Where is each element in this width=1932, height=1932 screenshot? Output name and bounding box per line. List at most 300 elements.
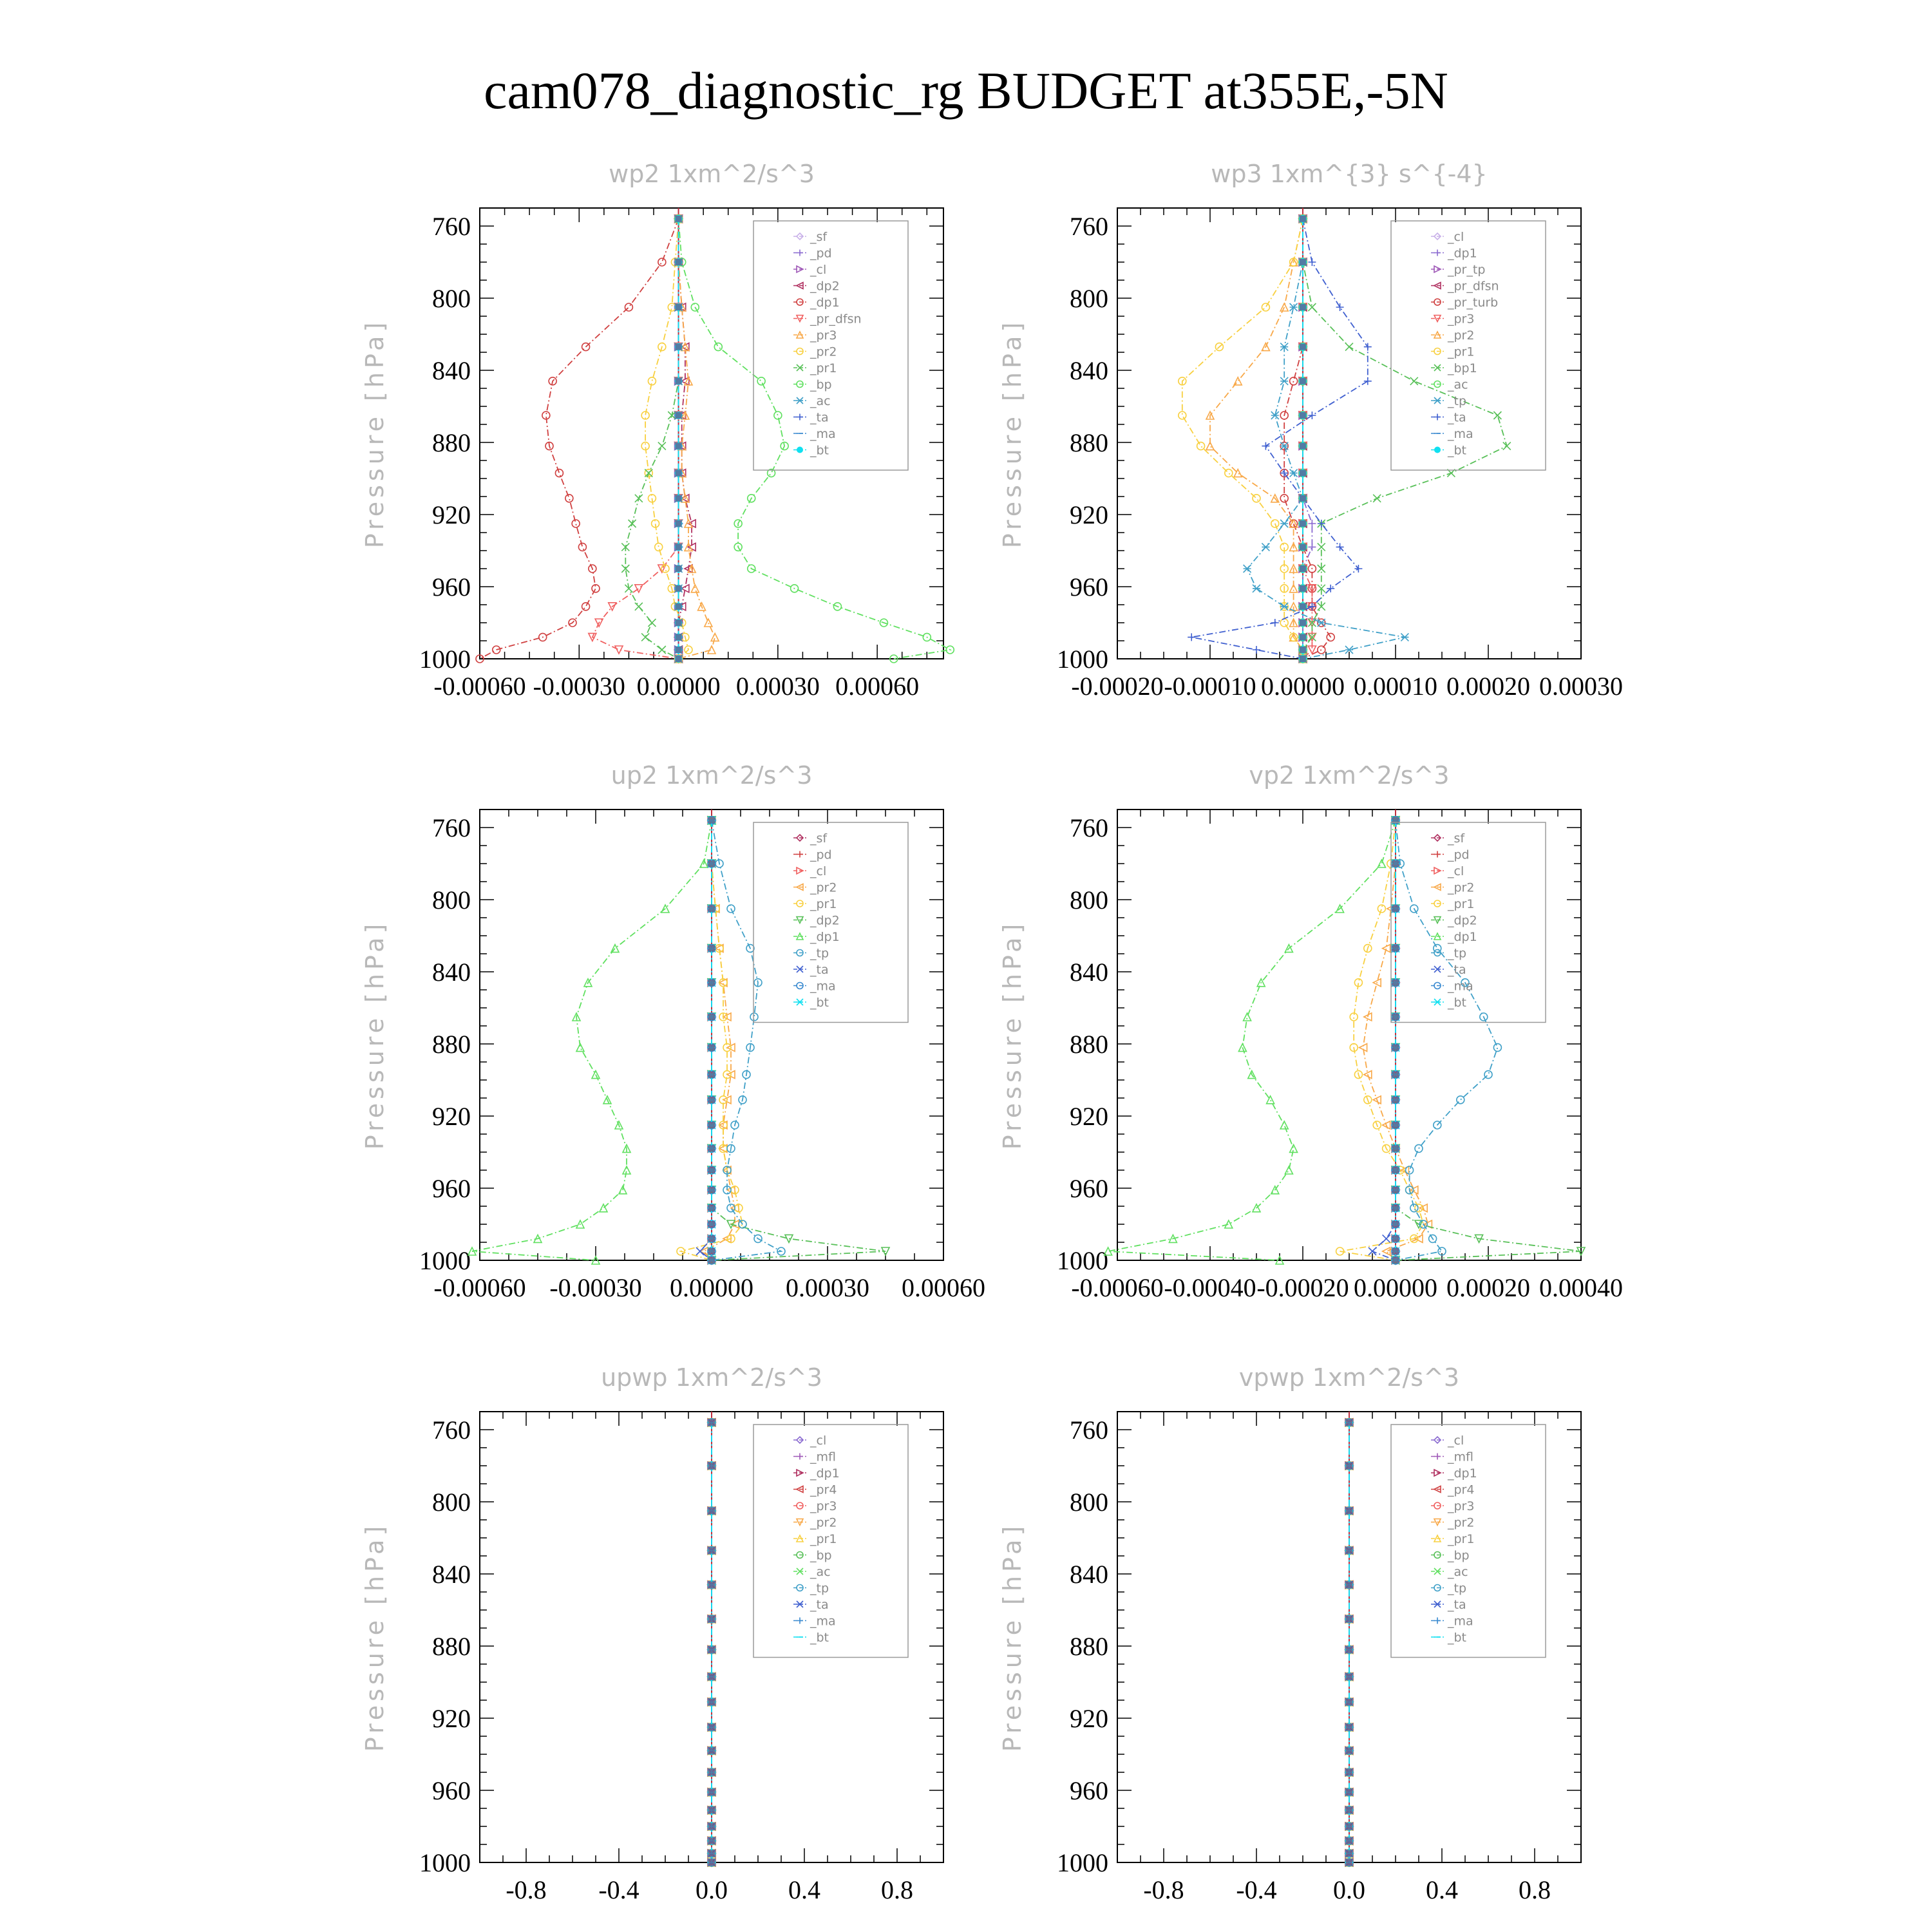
data-point <box>1225 1220 1233 1228</box>
zero-marker <box>708 1769 715 1776</box>
x-tick-label: -0.00030 <box>533 672 625 701</box>
series-dp1 <box>1299 215 1316 663</box>
data-point <box>1280 619 1288 627</box>
zero-marker <box>1346 1837 1352 1844</box>
series-ta <box>1188 215 1372 663</box>
data-point <box>696 1247 704 1255</box>
zero-marker <box>676 544 682 550</box>
data-point <box>635 603 643 611</box>
panel-1 <box>361 160 954 701</box>
data-point <box>1503 442 1511 450</box>
series-pr_turb <box>1280 215 1334 663</box>
zero-marker <box>708 1072 715 1078</box>
y-tick-label: 840 <box>432 1560 471 1589</box>
legend-label: _pr3 <box>810 1499 837 1513</box>
y-tick-label: 880 <box>432 1030 471 1059</box>
panel-title: wp3 1xm^{3} s^{-4} <box>1211 160 1488 188</box>
data-point <box>1262 543 1269 551</box>
legend <box>753 1425 908 1658</box>
data-point <box>1280 1121 1288 1129</box>
zero-marker <box>1300 620 1306 626</box>
legend-label: _ta <box>810 1598 829 1612</box>
data-point <box>1457 1096 1464 1104</box>
series-ta <box>696 817 715 1264</box>
data-point <box>1262 442 1269 450</box>
legend-entry-pd <box>793 848 832 862</box>
data-point <box>578 543 586 551</box>
x-tick-label: 0.00030 <box>786 1273 869 1302</box>
series-line <box>625 219 678 659</box>
legend-label: _dp1 <box>810 1466 840 1481</box>
zero-marker <box>708 1823 715 1830</box>
legend-label: _pr4 <box>1448 1482 1475 1497</box>
legend-entry-ma <box>1431 980 1473 994</box>
zero-marker <box>708 1167 715 1173</box>
y-axis-label: Pressure [hPa] <box>998 318 1027 549</box>
data-point <box>714 343 722 351</box>
legend-label: _ac <box>810 394 831 408</box>
y-tick-label: 920 <box>1070 500 1108 529</box>
data-point <box>1415 1235 1423 1242</box>
y-tick-label: 760 <box>1070 813 1108 842</box>
data-point <box>555 469 563 477</box>
zero-marker <box>1392 1248 1399 1255</box>
legend-entry-ta <box>793 411 829 425</box>
legend <box>753 822 908 1023</box>
data-point <box>565 495 573 502</box>
data-point <box>691 585 699 592</box>
zero-marker <box>1392 1097 1399 1103</box>
legend-label: _cl <box>1448 864 1464 878</box>
zero-marker <box>1300 443 1306 450</box>
legend-label: _mfl <box>810 1450 836 1464</box>
legend-marker <box>797 447 803 453</box>
legend-entry-ac <box>793 394 831 408</box>
legend-label: _pd <box>1448 848 1470 862</box>
legend-marker <box>797 250 803 256</box>
data-point <box>658 258 666 266</box>
data-point <box>635 495 643 502</box>
legend-entry-dp2 <box>793 914 840 928</box>
x-tick-label: -0.00040 <box>1164 1273 1256 1302</box>
y-tick-label: 760 <box>432 1416 471 1444</box>
zero-marker <box>1392 860 1399 867</box>
zero-marker <box>708 1045 715 1051</box>
legend-entry-bt <box>1431 444 1466 458</box>
data-point <box>1410 1204 1418 1212</box>
zero-marker <box>708 1859 715 1866</box>
legend-marker <box>797 414 803 421</box>
x-tick-label: -0.8 <box>1143 1875 1184 1904</box>
zero-marker <box>708 1674 715 1680</box>
series-pr2 <box>700 817 739 1264</box>
series-line <box>1340 820 1424 1260</box>
legend-label: _ta <box>1448 410 1466 425</box>
data-point <box>708 646 715 654</box>
legend-entry-dp1 <box>1431 1466 1477 1481</box>
legend-label: _sf <box>810 230 828 244</box>
legend-entry-bp <box>793 1549 832 1563</box>
data-point <box>1493 1044 1501 1052</box>
x-tick-label: -0.00010 <box>1164 672 1256 701</box>
legend-label: _pr_dfsn <box>810 312 862 327</box>
data-point <box>629 520 636 527</box>
y-tick-label: 840 <box>432 958 471 987</box>
zero-marker <box>1300 544 1306 550</box>
legend-label: _pr2 <box>1448 328 1475 343</box>
legend-entry-cl <box>793 864 826 878</box>
zero-marker <box>1392 1257 1399 1264</box>
zero-marker <box>1392 1122 1399 1128</box>
series-dp2 <box>675 215 696 663</box>
panel-title: up2 1xm^2/s^3 <box>611 761 813 790</box>
plot-frame <box>1117 810 1581 1260</box>
zero-marker <box>1392 1014 1399 1020</box>
zero-marker <box>708 1837 715 1844</box>
series-pr3 <box>1299 215 1316 663</box>
legend-entry-ma <box>793 1615 836 1629</box>
legend-marker <box>1434 447 1441 453</box>
x-tick-label: 0.00020 <box>1446 672 1530 701</box>
series-line <box>480 219 679 659</box>
panel-4 <box>998 761 1623 1302</box>
data-point <box>1406 1166 1414 1174</box>
legend-label: _bp <box>810 1548 832 1563</box>
series-pr_dfsn <box>589 215 683 663</box>
data-point <box>1401 1166 1408 1174</box>
x-tick-label: -0.8 <box>506 1875 547 1904</box>
zero-marker <box>1300 304 1306 310</box>
data-point <box>1197 442 1205 450</box>
zero-marker <box>676 216 682 222</box>
data-point <box>1383 1247 1390 1255</box>
zero-marker <box>676 585 682 592</box>
zero-marker <box>676 647 682 653</box>
data-point <box>572 520 580 527</box>
y-tick-label: 840 <box>1070 356 1108 385</box>
legend-marker <box>1434 1454 1441 1460</box>
legend-marker <box>1434 851 1441 858</box>
panel-title: vp2 1xm^2/s^3 <box>1249 761 1450 790</box>
data-point <box>1308 520 1316 527</box>
legend-entry-dp2 <box>1431 914 1477 928</box>
data-point <box>1336 303 1344 311</box>
data-point <box>1280 495 1288 502</box>
zero-marker <box>1346 1850 1352 1857</box>
series-dp1 <box>476 215 683 663</box>
zero-marker <box>1346 1724 1352 1730</box>
zero-marker <box>708 1724 715 1730</box>
legend-marker <box>1434 1601 1441 1607</box>
legend-label: _ma <box>810 427 836 441</box>
legend-label: _bt <box>810 443 829 458</box>
legend-label: _pr1 <box>810 361 837 375</box>
legend-entry-ta <box>793 963 829 977</box>
zero-marker <box>1392 905 1399 912</box>
data-point <box>648 619 656 627</box>
legend-entry-ma <box>793 427 836 441</box>
zero-marker <box>708 1548 715 1554</box>
legend-label: _pr_turb <box>1448 296 1499 310</box>
zero-marker <box>1300 520 1306 527</box>
y-tick-label: 1000 <box>1057 645 1108 674</box>
x-tick-label: 0.8 <box>1519 1875 1551 1904</box>
legend-label: _dp1 <box>1448 1466 1477 1481</box>
legend-marker <box>1434 397 1441 404</box>
legend-label: _sf <box>1448 831 1465 846</box>
legend-entry-dp1 <box>1431 247 1477 261</box>
legend-entry-sf <box>793 831 828 846</box>
zero-marker <box>1346 1747 1352 1754</box>
legend-entry-dp1 <box>793 296 840 310</box>
zero-marker <box>1392 1205 1399 1211</box>
y-tick-label: 920 <box>432 1704 471 1733</box>
legend-entry-cl <box>793 1434 826 1448</box>
legend-label: _dp2 <box>810 279 840 294</box>
x-tick-label: 0.8 <box>881 1875 913 1904</box>
zero-marker <box>676 565 682 572</box>
y-tick-label: 800 <box>1070 1488 1108 1517</box>
legend-entry-dp1 <box>793 1466 840 1481</box>
legend-entry-tp <box>793 1582 829 1596</box>
legend <box>1391 1425 1546 1658</box>
data-point <box>1280 520 1288 527</box>
y-tick-label: 840 <box>432 356 471 385</box>
panel-title: wp2 1xm^2/s^3 <box>609 160 815 188</box>
legend <box>1391 822 1546 1023</box>
x-tick-label: 0.00030 <box>1539 672 1623 701</box>
zero-marker <box>1392 945 1399 952</box>
legend-marker <box>1434 414 1441 421</box>
legend-label: _dp1 <box>1448 930 1477 944</box>
legend-marker <box>797 1454 803 1460</box>
data-point <box>705 619 712 627</box>
y-axis-label: Pressure [hPa] <box>998 920 1027 1150</box>
legend-label: _cl <box>1448 230 1464 244</box>
data-point <box>1484 1071 1492 1079</box>
y-tick-label: 840 <box>1070 1560 1108 1589</box>
zero-marker <box>708 1789 715 1795</box>
zero-marker <box>708 1850 715 1857</box>
legend-label: _ac <box>1448 377 1468 392</box>
panel-3 <box>361 761 985 1302</box>
y-tick-label: 760 <box>1070 1416 1108 1444</box>
legend-label: _pr1 <box>810 897 837 911</box>
legend-marker <box>1434 250 1441 256</box>
zero-marker <box>1300 565 1306 572</box>
data-point <box>625 303 632 311</box>
x-tick-label: -0.00060 <box>433 672 526 701</box>
legend-entry-ac <box>793 1565 831 1579</box>
data-point <box>1271 619 1279 627</box>
legend-entry-ma <box>1431 427 1473 441</box>
legend-label: _ac <box>1448 1565 1468 1579</box>
y-tick-label: 800 <box>432 1488 471 1517</box>
legend-marker <box>797 851 803 858</box>
data-point <box>1493 412 1501 419</box>
zero-marker <box>1392 980 1399 986</box>
y-tick-label: 960 <box>1070 573 1108 601</box>
zero-marker <box>676 634 682 640</box>
zero-marker <box>1300 495 1306 502</box>
legend-marker <box>797 999 803 1005</box>
legend-entry-tp <box>1431 947 1466 961</box>
x-tick-label: -0.00030 <box>549 1273 642 1302</box>
legend-label: _tp <box>1448 394 1467 408</box>
zero-marker <box>708 1122 715 1128</box>
y-tick-label: 800 <box>1070 284 1108 313</box>
legend-label: _mfl <box>1448 1450 1473 1464</box>
zero-marker <box>1392 1221 1399 1227</box>
legend-entry-pr2 <box>793 881 837 895</box>
x-tick-label: 0.00000 <box>1261 672 1345 701</box>
panel-title: vpwp 1xm^2/s^3 <box>1238 1363 1460 1392</box>
plot-frame <box>1117 208 1581 659</box>
zero-marker <box>1300 634 1306 640</box>
data-point <box>785 1235 793 1242</box>
zero-marker <box>1392 1167 1399 1173</box>
x-tick-label: 0.00020 <box>1446 1273 1530 1302</box>
legend-label: _dp2 <box>810 913 840 928</box>
legend-entry-pr_turb <box>1431 296 1498 310</box>
zero-marker <box>1392 1235 1399 1242</box>
legend-label: _pr2 <box>1448 880 1475 895</box>
y-tick-label: 880 <box>1070 1030 1108 1059</box>
legend-entry-pr2 <box>1431 328 1474 343</box>
y-tick-label: 1000 <box>1057 1848 1108 1877</box>
legend-label: _ta <box>1448 963 1466 977</box>
series-pr1 <box>1336 817 1428 1264</box>
legend-label: _pd <box>810 848 832 862</box>
legend-label: _tp <box>810 1581 829 1596</box>
figure-title: cam078_diagnostic_rg BUDGET at355E,-5N <box>484 61 1448 120</box>
legend-label: _bp <box>1448 1548 1470 1563</box>
x-tick-label: -0.00060 <box>1071 1273 1164 1302</box>
legend <box>753 221 908 470</box>
legend-label: _pr_tp <box>1448 263 1486 277</box>
x-tick-label: -0.4 <box>598 1875 639 1904</box>
y-tick-label: 800 <box>1070 886 1108 914</box>
series-pr2 <box>1206 215 1307 663</box>
zero-marker <box>1300 216 1306 222</box>
legend-entry-bt <box>1431 996 1466 1010</box>
legend-label: _ma <box>810 979 836 994</box>
legend-label: _pr_dfsn <box>1448 279 1499 294</box>
legend-label: _pr3 <box>1448 1499 1475 1513</box>
data-point <box>1383 1235 1390 1242</box>
zero-marker <box>1392 1145 1399 1151</box>
data-point <box>1262 303 1269 311</box>
zero-marker <box>676 603 682 610</box>
legend-entry-sf <box>1431 831 1465 846</box>
zero-marker <box>1300 656 1306 662</box>
zero-marker <box>708 1187 715 1193</box>
legend-entry-pr1 <box>1431 897 1474 911</box>
zero-marker <box>708 1699 715 1705</box>
panel-5 <box>361 1363 943 1904</box>
y-tick-label: 880 <box>1070 428 1108 457</box>
y-tick-label: 1000 <box>419 645 471 674</box>
legend-label: _bt <box>810 996 829 1010</box>
zero-marker <box>1300 603 1306 610</box>
data-point <box>1308 258 1316 266</box>
legend-label: _cl <box>810 1434 827 1448</box>
zero-marker <box>1300 585 1306 592</box>
legend-entry-pr1 <box>1431 1532 1474 1546</box>
panel-title: upwp 1xm^2/s^3 <box>601 1363 822 1392</box>
legend-label: _pr1 <box>810 1532 837 1546</box>
y-tick-label: 880 <box>432 428 471 457</box>
data-point <box>1345 343 1353 351</box>
legend-entry-bp <box>793 378 832 392</box>
legend-marker <box>1434 999 1441 1005</box>
legend-label: _dp1 <box>1448 246 1477 261</box>
data-point <box>1280 377 1288 385</box>
legend-entry-bt <box>793 444 829 458</box>
zero-marker <box>676 520 682 527</box>
zero-marker <box>676 443 682 450</box>
legend-label: _bt <box>1448 1631 1467 1645</box>
zero-marker <box>708 1582 715 1588</box>
y-tick-label: 760 <box>1070 212 1108 241</box>
legend-entry-bp1 <box>1431 361 1477 375</box>
series-ta <box>1368 817 1399 1264</box>
zero-marker <box>1346 1647 1352 1653</box>
legend-entry-ma <box>1431 1615 1473 1629</box>
legend-entry-tp <box>1431 1582 1466 1596</box>
y-tick-label: 960 <box>432 573 471 601</box>
data-point <box>1378 860 1385 867</box>
legend-label: _bt <box>1448 443 1467 458</box>
data-point <box>1364 343 1372 351</box>
series-pr1 <box>1179 215 1307 663</box>
legend-entry-tp <box>1431 394 1466 408</box>
legend-label: _pr2 <box>810 880 837 895</box>
zero-marker <box>676 304 682 310</box>
series-line <box>704 820 735 1260</box>
legend-entry-pr1 <box>793 897 837 911</box>
series-line <box>712 820 781 1260</box>
x-tick-label: -0.00020 <box>1256 1273 1349 1302</box>
legend-label: _ma <box>810 1614 836 1629</box>
series-tp <box>1244 215 1409 663</box>
legend-entry-ta <box>1431 1598 1466 1612</box>
zero-marker <box>708 1235 715 1242</box>
y-tick-label: 800 <box>432 284 471 313</box>
legend-label: _dp1 <box>810 296 840 310</box>
zero-marker <box>1346 1859 1352 1866</box>
legend-entry-bp <box>1431 1549 1470 1563</box>
zero-marker <box>676 656 682 662</box>
legend-label: _dp2 <box>1448 913 1477 928</box>
x-tick-label: 0.00000 <box>636 672 721 701</box>
x-tick-label: 0.00000 <box>670 1273 753 1302</box>
plot-frame <box>480 208 943 659</box>
legend-label: _ta <box>810 410 829 425</box>
legend-label: _bp <box>810 377 832 392</box>
zero-marker <box>1346 1463 1352 1469</box>
data-point <box>1290 469 1298 477</box>
zero-marker <box>708 1616 715 1622</box>
data-point <box>1244 565 1251 573</box>
zero-marker <box>708 1221 715 1227</box>
data-point <box>1179 412 1186 419</box>
zero-marker <box>708 1205 715 1211</box>
y-axis-label: Pressure [hPa] <box>361 318 389 549</box>
y-axis-label: Pressure [hPa] <box>361 920 389 1150</box>
zero-marker <box>708 1014 715 1020</box>
legend-label: _cl <box>810 864 827 878</box>
